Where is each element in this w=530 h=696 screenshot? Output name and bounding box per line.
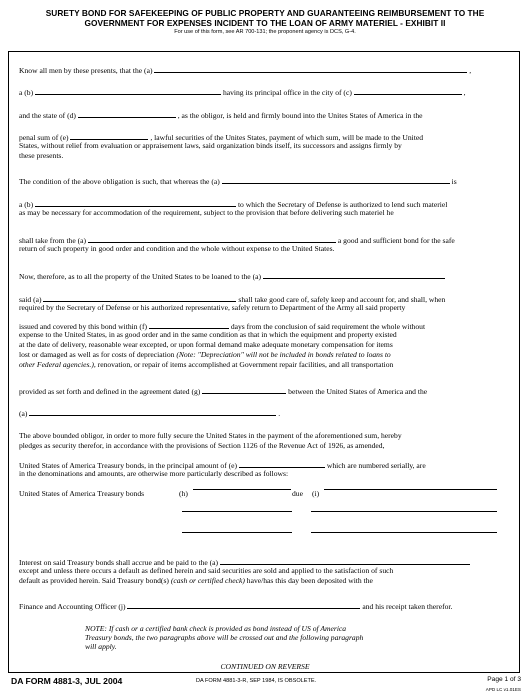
state-field[interactable] [78,109,176,118]
clause-take-from: shall take from the (a) a good and sufficient bond for the safe [19,236,455,245]
take-from-field[interactable] [88,234,336,243]
clause-treasury-bonds: United States of America Treasury bonds, in the principal amount of (e) which are numbered serially, are [19,461,426,470]
clause-condition: The condition of the above obligation is such, that whereas the (a) is [19,177,457,186]
clause-penal-sum: penal sum of (e) , lawful securities of the Unites States, payment of which sum, will be made to the United [19,133,424,142]
city-field[interactable] [354,86,462,95]
clause-penal-sum-line2: States, without relief from evaluation or appraisement laws, said organization binds itself, its successors and assigns firmly by [19,141,402,150]
agreement-date-field[interactable] [202,385,286,394]
bond-i-label: (i) [312,489,320,498]
loaned-to-field[interactable] [263,270,445,279]
obligor-name-field[interactable] [154,64,467,73]
form-subtitle: For use of this form, see AR 700-131; the proponent agency is DCS, G-4. [174,29,356,35]
bond-due-date-field-2[interactable] [311,511,497,512]
clause-issued-line3: at the date of delivery, reasonable wear excepted, or upon formal demand make adequate monetary compensation for items [19,340,393,349]
interest-payee-field[interactable] [220,556,470,565]
clause-said-line2: required by the Secretary of Defense or his authorized representative, safely return to Department of the Army all said property [19,303,406,312]
clause-now-therefore: Now, therefore, as to all the property of the United States to be loaned to the (a) [19,270,503,281]
form-header [8,8,522,36]
obsolete-notice: DA FORM 4881-3-R, SEP 1984, IS OBSOLETE. [196,678,317,684]
clause-take-from-line2: return of such property in good order and condition and the whole without expense to the United States. [19,244,335,253]
clause-issued: issued and covered by this bond within (f) days from the conclusion of said requirement the whole without [19,322,426,331]
clause-know-all-men: Know all men by these presents, that the (a) , [19,66,472,75]
cash-check-note: (cash or certified check) [170,576,245,585]
said-obligor-field[interactable] [43,293,236,302]
clause-issued-line4: lost or damaged as well as for costs of depreciation (Note: "Depreciation" will not be included in bonds related to loans to [19,350,391,359]
principal-amount-field[interactable] [239,459,325,468]
depreciation-note: (Note: "Depreciation" will not be included in bonds related to loans to [176,350,391,359]
clause-said: said (a) shall take good care of, safely keep and account for, and shall, when [19,295,446,304]
bond-due-date-field-3[interactable] [311,532,497,533]
depreciation-note-end: other Federal agencies.), [19,360,96,369]
clause-agreement: provided as set forth and defined in the agreement dated (g) between the United States of America and the [19,387,428,396]
condition-obligor-field[interactable] [222,175,450,184]
organization-type-field[interactable] [35,86,221,95]
penal-sum-field[interactable] [70,131,148,140]
page-number: Page 1 of 3 [487,676,521,683]
clause-security: The above bounded obligor, in order to more fully secure the United States in the payment of the aforementioned sum, hereby [19,431,402,440]
clause-interest: Interest on said Treasury bonds shall accrue and be paid to the (a) [19,556,503,567]
clause-issued-line5: other Federal agencies.), renovation, or repair of items accomplished at Government repair facilities, and all transportation [19,360,394,369]
agreement-party-field[interactable] [29,407,276,416]
form-title-line-1: SURETY BOND FOR SAFEKEEPING OF PUBLIC PROPERTY AND GUARANTEEING REIMBURSEMENT TO THE [45,8,485,18]
condition-organization-field[interactable] [35,198,236,207]
clause-state: and the state of (d) , as the obligor, is held and firmly bound into the Unites States of America in the [19,111,423,120]
bond-due-date-field-1[interactable] [324,489,497,490]
bond-description-field-2[interactable] [182,511,292,512]
days-field[interactable] [149,320,229,329]
form-title-line-2: GOVERNMENT FOR EXPENSES INCIDENT TO THE LOAN OF ARMY MATERIEL - EXHIBIT II [84,18,446,28]
clause-organization: a (b) having its principal office in the city of (c) , [19,88,466,97]
note-line-1: NOTE: If cash or a certified bank check is provided as bond instead of US of America [85,624,347,633]
bond-description-field-1[interactable] [193,489,291,490]
clause-interest-line3: default as provided herein. Said Treasury bond(s) (cash or certified check) have/has this day been deposited with the [19,576,373,585]
continued-on-reverse: CONTINUED ON REVERSE [220,662,310,671]
clause-security-line2: pledges as security therefor, in accordance with the provisions of Section 1126 of the Revenue Act of 1926, as amended, [19,441,385,450]
bond-description-field-3[interactable] [182,532,292,533]
note-line-2: Treasury bonds, the two paragraphs above will be crossed out and the following paragraph [85,633,364,642]
clause-penal-sum-line3: these presents. [19,151,64,160]
bond-h-label: (h) [179,489,188,498]
finance-officer-field[interactable] [127,600,360,609]
clause-secretary: a (b) to which the Secretary of Defense is authorized to lend such materiel [19,200,448,209]
form-number: DA FORM 4881-3, JUL 2004 [11,676,123,686]
clause-secretary-line2: as may be necessary for accommodation of the requirement, subject to the provision that before delivering such materiel he [19,208,394,217]
clause-finance-officer: Finance and Accounting Officer (j) and his receipt taken therefor. [19,602,453,611]
bond-list-label: United States of America Treasury bonds [19,489,145,498]
note-line-3: will apply. [85,642,117,651]
clause-agreement-party: (a) . [19,409,281,418]
bond-due-label: due [292,489,303,498]
clause-issued-line2: expense to the United States, in as good order and in the same condition as that in which the equipment and property existed [19,330,397,339]
clause-interest-line2: except and unless there occurs a default as defined herein and said securities are sold and applied to the satisfaction of such [19,566,394,575]
form-version: APD LC v1.01ES [485,687,521,692]
clause-treasury-bonds-line2: in the denominations and amounts, are otherwise more particularly described as follows: [19,469,289,478]
